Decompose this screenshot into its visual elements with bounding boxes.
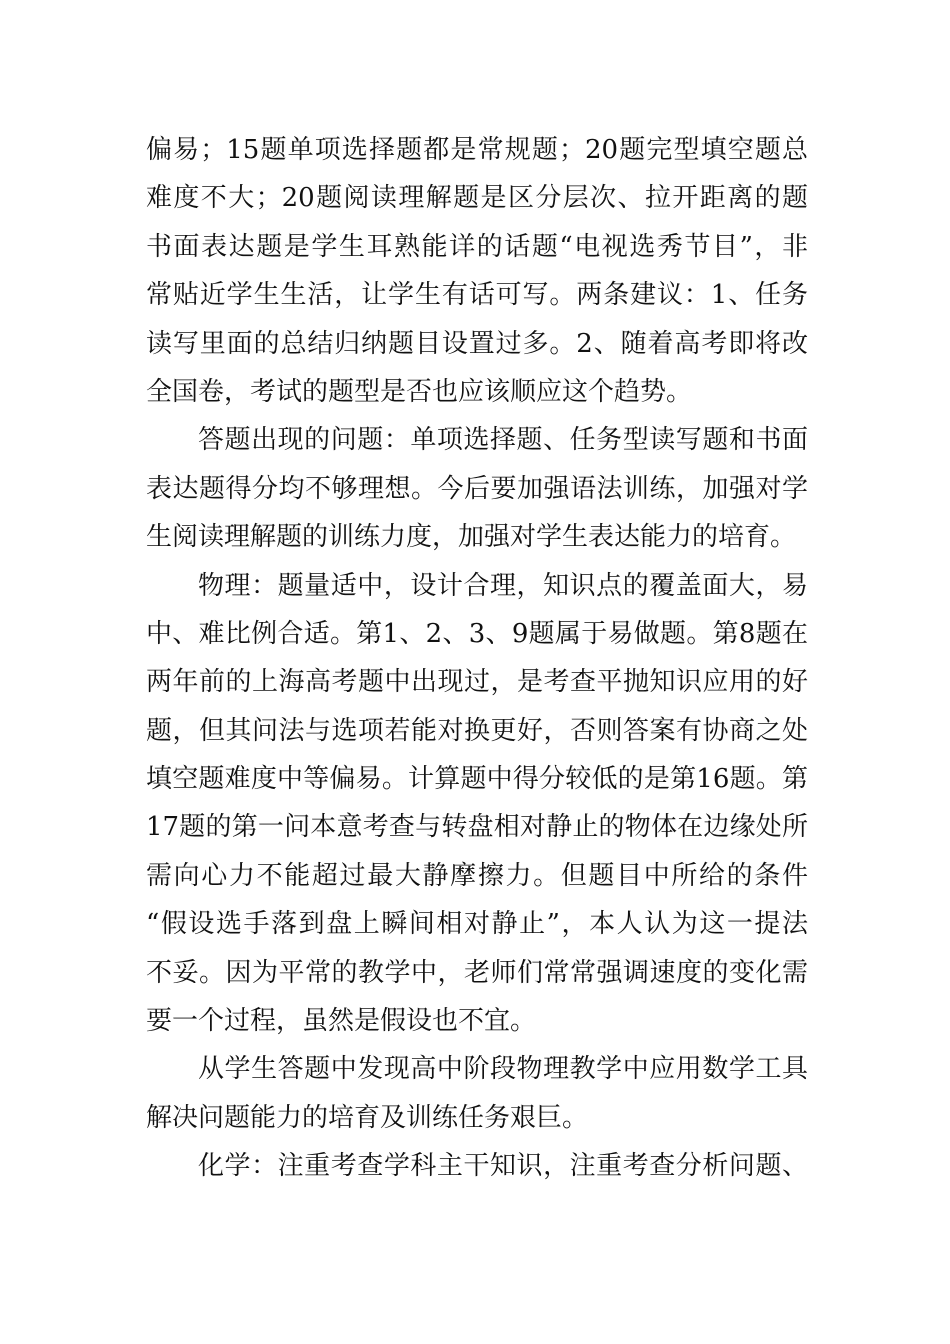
text-line: 不妥。因为平常的教学中，老师们常常强调速度的变化需 [146, 957, 808, 988]
text-line: “假设选手落到盘上瞬间相对静止”，本人认为这一提法 [146, 909, 808, 940]
text-line: 难度不大；20题阅读理解题是区分层次、拉开距离的题 [146, 183, 808, 214]
text-line: 答题出现的问题：单项选择题、任务型读写题和书面 [198, 425, 808, 456]
text-line: 解决问题能力的培育及训练任务艰巨。 [146, 1102, 589, 1133]
text-line: 书面表达题是学生耳熟能详的话题“电视选秀节目”，非 [146, 231, 808, 262]
text-line: 读写里面的总结归纳题目设置过多。2、随着高考即将改 [146, 328, 808, 359]
text-line: 全国卷，考试的题型是否也应该顺应这个趋势。 [146, 376, 693, 407]
text-line: 物理：题量适中，设计合理，知识点的覆盖面大，易 [198, 570, 808, 601]
text-line: 两年前的上海高考题中出现过，是考查平抛知识应用的好 [146, 667, 808, 698]
document-body [146, 126, 808, 1191]
text-line: 要一个过程，虽然是假设也不宜。 [146, 1006, 537, 1037]
text-line: 生阅读理解题的训练力度，加强对学生表达能力的培育。 [146, 522, 797, 553]
text-line: 中、难比例合适。第1、2、3、9题属于易做题。第8题在 [146, 618, 808, 649]
text-line: 填空题难度中等偏易。计算题中得分较低的是第16题。第 [146, 764, 808, 795]
text-line: 17题的第一问本意考查与转盘相对静止的物体在边缘处所 [146, 812, 808, 843]
text-line: 题，但其问法与选项若能对换更好，否则答案有协商之处 [146, 715, 808, 746]
text-line: 化学：注重考查学科主干知识，注重考查分析问题、 [198, 1151, 808, 1182]
text-line: 从学生答题中发现高中阶段物理教学中应用数学工具 [198, 1054, 808, 1085]
text-line: 表达题得分均不够理想。今后要加强语法训练，加强对学 [146, 473, 808, 504]
text-line: 常贴近学生生活，让学生有话可写。两条建议：1、任务 [146, 280, 808, 311]
text-line: 偏易；15题单项选择题都是常规题；20题完型填空题总 [146, 135, 808, 165]
text-line: 需向心力不能超过最大静摩擦力。但题目中所给的条件 [146, 860, 808, 891]
